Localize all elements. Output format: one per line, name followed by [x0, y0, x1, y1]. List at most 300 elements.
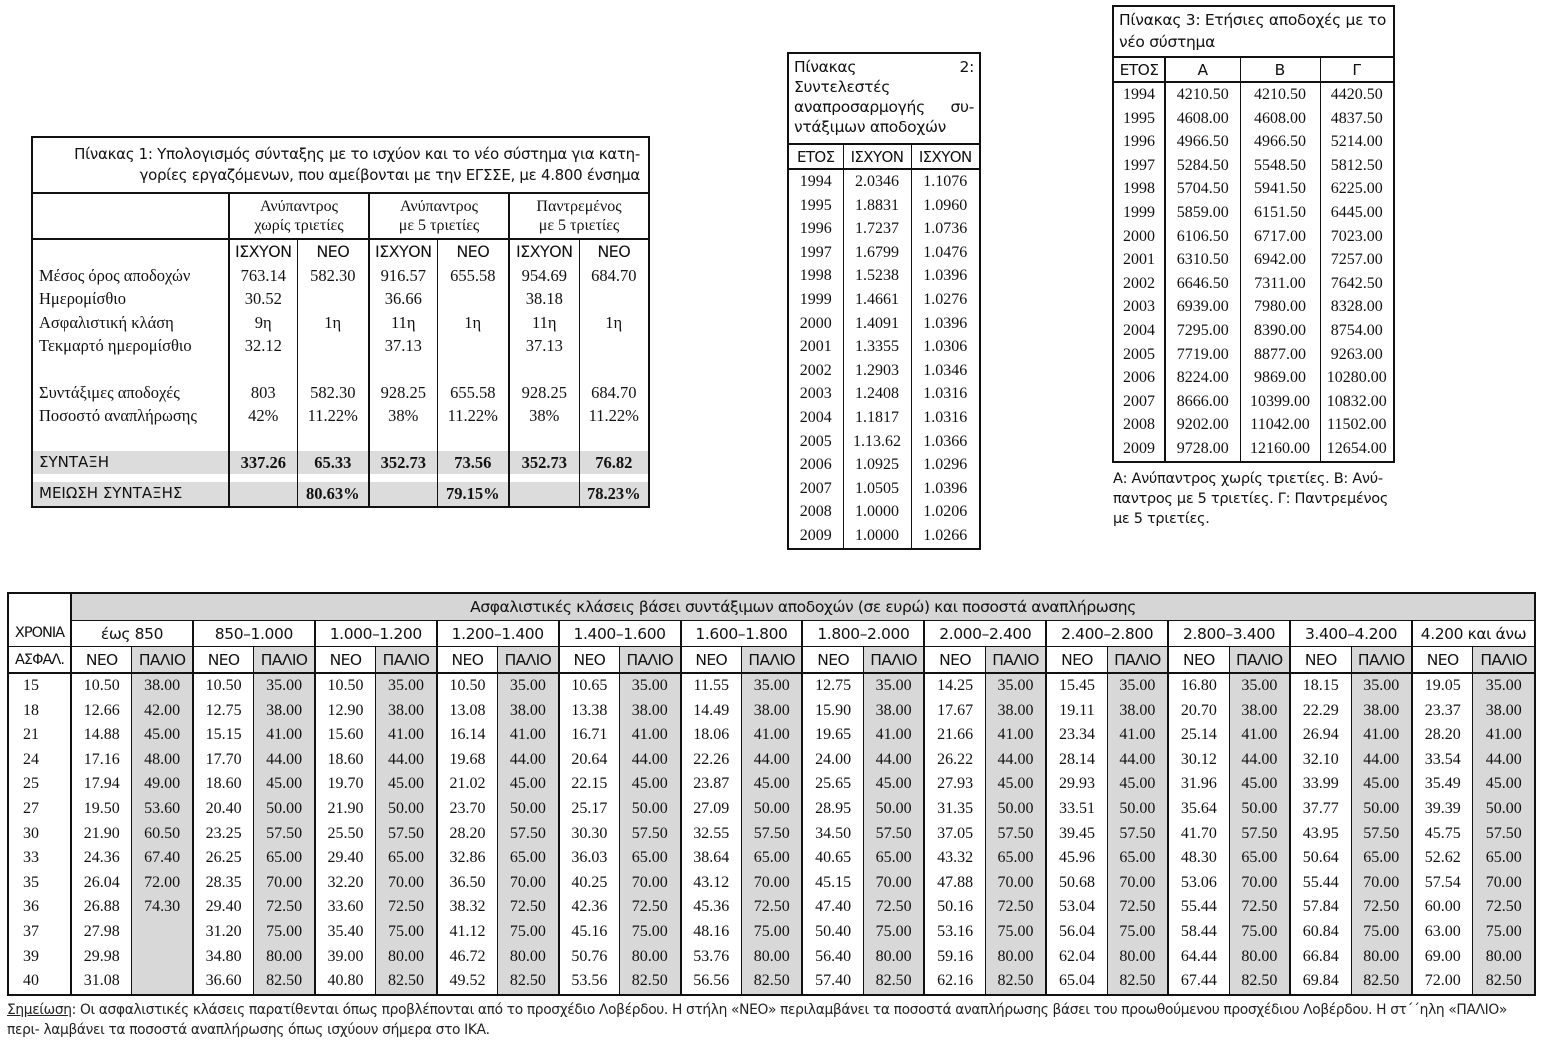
table-4-old-header: ΠΑΛΙΟ	[620, 647, 681, 674]
table-3-cell: 6717.00	[1240, 225, 1320, 249]
table-4-new-cell: 28.20	[437, 822, 498, 847]
table-4-old-cell: 45.00	[985, 772, 1046, 797]
table-1-header-blank	[33, 194, 229, 239]
table-1	[31, 136, 650, 508]
table-4-old-cell: 50.00	[1107, 797, 1168, 822]
table-3-row	[1114, 343, 1393, 367]
table-3-row	[1114, 413, 1393, 437]
table-3-cell: 8224.00	[1165, 366, 1240, 390]
table-4-new-cell: 16.80	[1168, 673, 1229, 699]
table-4-old-cell: 38.00	[1351, 699, 1412, 724]
table-4-new-cell: 45.75	[1412, 822, 1473, 847]
table-2-cell: 1996	[799, 220, 832, 238]
table-4-new-header: ΝΕΟ	[1046, 647, 1107, 674]
table-4-new-cell: 52.62	[1412, 846, 1473, 871]
table-2-cell: 1.8831	[843, 194, 911, 218]
table-4-old-cell: 44.00	[254, 748, 315, 773]
table-1-caption	[33, 138, 648, 194]
table-2-cell: 1.0316	[911, 406, 979, 430]
table-1-cell: 37.13	[369, 334, 437, 358]
table-3-cell: 7257.00	[1320, 248, 1393, 272]
table-4-new-cell: 16.71	[559, 723, 620, 748]
table-1-row	[33, 264, 648, 288]
table-4-new-cell: 33.51	[1046, 797, 1107, 822]
table-4-new-cell: 32.10	[1290, 748, 1351, 773]
table-3-header-b: Β	[1240, 58, 1320, 82]
table-3-cell: 4966.50	[1240, 130, 1320, 154]
table-1-pension-cell: 65.33	[297, 451, 369, 475]
table-4-new-cell: 21.90	[71, 822, 132, 847]
table-4-old-cell: 41.00	[498, 723, 559, 748]
table-1-row	[33, 311, 648, 335]
table-4-new-cell: 29.40	[193, 895, 254, 920]
table-4-new-cell: 39.00	[315, 945, 376, 970]
table-1-cell: 928.25	[509, 381, 579, 405]
table-1-sub-header-old-0: ΙΣΧΥΟΝ	[229, 239, 297, 264]
table-1-row-label: Ασφαλιστική κλάση	[39, 312, 174, 332]
table-4-new-cell: 56.56	[681, 969, 742, 994]
table-4	[7, 592, 1536, 996]
table-4-year-cell: 35	[23, 873, 39, 891]
table-4-old-cell: 44.00	[1107, 748, 1168, 773]
table-4-old-cell: 75.00	[1107, 920, 1168, 945]
table-4-new-cell: 28.35	[193, 871, 254, 896]
table-4-row	[9, 871, 1534, 896]
table-4-old-cell: 57.50	[741, 822, 802, 847]
table-4-year-cell: 30	[23, 824, 39, 842]
table-4-old-header: ΠΑΛΙΟ	[132, 647, 193, 674]
table-4-old-cell: 41.00	[376, 723, 437, 748]
table-2-row	[789, 194, 979, 218]
table-2-cell: 2009	[799, 526, 832, 544]
table-3-header-row	[1114, 58, 1393, 82]
table-4-new-cell: 39.39	[1412, 797, 1473, 822]
table-4-new-cell: 22.15	[559, 772, 620, 797]
table-4-old-cell: 50.00	[741, 797, 802, 822]
table-4-row	[9, 797, 1534, 822]
table-4-new-cell: 23.70	[437, 797, 498, 822]
table-4-old-cell: 35.00	[1229, 673, 1290, 699]
table-1-reduction-cell	[509, 482, 579, 506]
table-4-new-cell: 66.84	[1290, 945, 1351, 970]
table-4-new-cell: 29.40	[315, 846, 376, 871]
table-4-old-cell: 70.00	[1107, 871, 1168, 896]
table-4-new-cell: 57.54	[1412, 871, 1473, 896]
table-4-range-header: 1.200–1.400	[437, 621, 559, 647]
table-3-cell: 12160.00	[1240, 437, 1320, 461]
table-4-old-header: ΠΑΛΙΟ	[498, 647, 559, 674]
table-3-cell: 2001	[1123, 251, 1155, 269]
table-3-row	[1114, 201, 1393, 225]
table-3-cell: 7719.00	[1165, 343, 1240, 367]
table-4-new-cell: 14.88	[71, 723, 132, 748]
table-4-old-cell: 82.50	[1351, 969, 1412, 994]
table-4-new-cell: 37.05	[924, 822, 985, 847]
table-4-old-cell: 65.00	[1473, 846, 1534, 871]
table-4-range-header: 2.400–2.800	[1046, 621, 1168, 647]
table-4-old-cell: 41.00	[1107, 723, 1168, 748]
table-3-cell: 12654.00	[1320, 437, 1393, 461]
table-3-cell: 1995	[1123, 109, 1155, 127]
table-4-new-header: ΝΕΟ	[924, 647, 985, 674]
table-3-cell: 6106.50	[1165, 225, 1240, 249]
table-4-old-cell: 49.00	[132, 772, 193, 797]
table-3-row	[1114, 225, 1393, 249]
table-4-new-cell: 16.14	[437, 723, 498, 748]
table-4-old-cell: 80.00	[985, 945, 1046, 970]
table-4-new-header: ΝΕΟ	[681, 647, 742, 674]
table-2-cell: 2006	[799, 456, 832, 474]
table-1-cell: 803	[229, 381, 297, 405]
table-3-cell: 11042.00	[1240, 413, 1320, 437]
table-4-title-row	[9, 594, 1534, 621]
table-4-new-cell: 21.66	[924, 723, 985, 748]
table-4-old-cell: 38.00	[132, 673, 193, 699]
table-4-new-cell: 58.44	[1168, 920, 1229, 945]
table-4-old-cell: 70.00	[254, 871, 315, 896]
table-2-cell: 1.7237	[843, 217, 911, 241]
table-1-caption-line-1: Πίνακας 1: Υπολογισμός σύνταξης με το ισχύον και το νέο σύστημα για κατη-	[74, 145, 640, 163]
table-4-old-cell: 70.00	[1473, 871, 1534, 896]
table-1-spacer-3	[33, 474, 648, 482]
table-4-new-cell: 47.88	[924, 871, 985, 896]
table-1-group-1-line-1: Ανύπαντρος	[400, 198, 478, 215]
table-2-row	[789, 524, 979, 548]
table-2-cell: 2003	[799, 385, 832, 403]
table-3-cell: 6942.00	[1240, 248, 1320, 272]
table-4-old-cell: 38.00	[1473, 699, 1534, 724]
table-4-new-cell: 26.25	[193, 846, 254, 871]
table-1-caption-line-2: γορίες εργαζόμενων, που αμείβονται με την ΕΓΣΣΕ, με 4.800 ένσημα	[139, 166, 640, 184]
table-2-cell: 1.0366	[911, 430, 979, 454]
table-4-old-cell: 38.00	[1229, 699, 1290, 724]
table-4-old-cell: 38.00	[498, 699, 559, 724]
table-4-new-cell: 26.22	[924, 748, 985, 773]
table-4-new-cell: 25.50	[315, 822, 376, 847]
table-4-new-cell: 60.00	[1412, 895, 1473, 920]
table-2-cell: 1997	[799, 243, 832, 261]
table-4-new-cell: 47.40	[802, 895, 863, 920]
table-1-group-2-line-2: με 5 τριετίες	[538, 217, 620, 234]
table-4-old-cell: 45.00	[1351, 772, 1412, 797]
table-4-new-cell: 69.84	[1290, 969, 1351, 994]
table-4-old-cell: 35.00	[741, 673, 802, 699]
table-2-cell: 1.2903	[843, 359, 911, 383]
table-1-reduction-cell: 79.15%	[437, 482, 509, 506]
table-3-cell: 9202.00	[1165, 413, 1240, 437]
table-4-new-cell: 19.11	[1046, 699, 1107, 724]
table-1-reduction-cell: 78.23%	[579, 482, 648, 506]
table-2-cell: 1.0736	[911, 217, 979, 241]
table-3-cell: 2007	[1123, 392, 1155, 410]
table-4-old-header: ΠΑΛΙΟ	[741, 647, 802, 674]
table-4-new-cell: 17.67	[924, 699, 985, 724]
table-2-row	[789, 312, 979, 336]
table-4-old-cell: 50.00	[376, 797, 437, 822]
table-1-sub-header-old-2: ΙΣΧΥΟΝ	[509, 239, 579, 264]
table-4-new-cell: 49.52	[437, 969, 498, 994]
table-3-row	[1114, 177, 1393, 201]
table-4-old-cell: 82.50	[254, 969, 315, 994]
table-4-old-cell: 41.00	[863, 723, 924, 748]
table-1-pension-cell: 352.73	[369, 451, 437, 475]
table-4-old-cell: 72.50	[1229, 895, 1290, 920]
table-4-new-cell: 26.88	[71, 895, 132, 920]
table-4-header-years-2: ΑΣΦΑΛ.	[9, 647, 71, 674]
table-4-old-cell: 57.50	[1351, 822, 1412, 847]
table-4-old-cell: 65.00	[620, 846, 681, 871]
table-4-old-cell: 50.00	[620, 797, 681, 822]
table-4-new-cell: 25.65	[802, 772, 863, 797]
table-4-title: Ασφαλιστικές κλάσεις βάσει συντάξιμων αποδοχών (σε ευρώ) και ποσοστά αναπλήρωσης	[71, 594, 1534, 621]
table-3-cell: 6151.50	[1240, 201, 1320, 225]
table-4-new-cell: 40.80	[315, 969, 376, 994]
table-4-new-cell: 18.15	[1290, 673, 1351, 699]
table-2-grid	[789, 145, 979, 548]
table-4-old-cell: 44.00	[1473, 748, 1534, 773]
table-1-cell: 11.22%	[297, 404, 369, 428]
table-4-new-cell: 55.44	[1168, 895, 1229, 920]
table-4-old-cell: 44.00	[985, 748, 1046, 773]
table-4-old-cell: 70.00	[1229, 871, 1290, 896]
table-2-row	[789, 477, 979, 501]
table-3-row	[1114, 248, 1393, 272]
table-2-cell: 1.0396	[911, 312, 979, 336]
table-4-old-cell: 65.00	[985, 846, 1046, 871]
table-3-row	[1114, 390, 1393, 414]
table-1-cell	[297, 287, 369, 311]
table-1-cell	[297, 334, 369, 358]
table-3-cell: 6310.50	[1165, 248, 1240, 272]
table-1-sub-header-new-0: ΝΕΟ	[297, 239, 369, 264]
table-4-new-cell: 62.16	[924, 969, 985, 994]
table-4-new-cell: 23.34	[1046, 723, 1107, 748]
table-4-old-cell: 45.00	[498, 772, 559, 797]
table-4-old-cell: 45.00	[254, 772, 315, 797]
table-1-row	[33, 287, 648, 311]
table-4-new-cell: 32.20	[315, 871, 376, 896]
table-1-pension-cell: 337.26	[229, 451, 297, 475]
table-4-new-cell: 36.60	[193, 969, 254, 994]
table-3-cell: 6646.50	[1165, 272, 1240, 296]
table-4-old-cell: 80.00	[1107, 945, 1168, 970]
table-1-cell: 32.12	[229, 334, 297, 358]
table-4-old-cell: 75.00	[985, 920, 1046, 945]
table-3-cell: 7642.50	[1320, 272, 1393, 296]
table-4-new-cell: 27.93	[924, 772, 985, 797]
table-4-title-blank	[9, 594, 71, 621]
table-4-old-cell: 65.00	[863, 846, 924, 871]
table-1-body-a	[33, 264, 648, 358]
table-3-cell: 8877.00	[1240, 343, 1320, 367]
table-2-caption: Πίνακας 2: Συντελεστές αναπροσαρμογής συ- ντάξιμων αποδοχών	[789, 54, 979, 145]
table-3-cell: 8390.00	[1240, 319, 1320, 343]
table-4-old-cell: 75.00	[376, 920, 437, 945]
table-4-old-cell: 65.00	[376, 846, 437, 871]
table-4-new-cell: 14.49	[681, 699, 742, 724]
table-4-new-cell: 31.08	[71, 969, 132, 994]
table-2-header-year: ΕΤΟΣ	[789, 145, 843, 169]
table-4-new-cell: 53.04	[1046, 895, 1107, 920]
table-1-cell: 655.58	[437, 264, 509, 288]
table-3-cell: 2004	[1123, 321, 1155, 339]
table-4-year-cell: 37	[23, 922, 39, 940]
table-4-row	[9, 969, 1534, 994]
table-4-old-cell: 72.00	[132, 871, 193, 896]
table-4-new-cell: 67.44	[1168, 969, 1229, 994]
table-2-cell: 1999	[799, 290, 832, 308]
table-3-cell: 5284.50	[1165, 154, 1240, 178]
table-4-new-cell: 34.80	[193, 945, 254, 970]
table-4-old-cell: 72.50	[741, 895, 802, 920]
table-4-old-cell: 72.50	[1351, 895, 1412, 920]
table-1-reduction-cell	[369, 482, 437, 506]
table-4-old-cell: 82.50	[498, 969, 559, 994]
table-4-new-header: ΝΕΟ	[1412, 647, 1473, 674]
table-3-cell: 10280.00	[1320, 366, 1393, 390]
table-4-range-header: 1.800–2.000	[802, 621, 924, 647]
table-4-new-cell: 29.93	[1046, 772, 1107, 797]
table-4-new-cell: 56.04	[1046, 920, 1107, 945]
table-4-new-cell: 23.87	[681, 772, 742, 797]
table-1-sub-header-new-2: ΝΕΟ	[579, 239, 648, 264]
table-1-cell: 38%	[369, 404, 437, 428]
table-3-note: Α: Ανύπαντρος χωρίς τριετίες. Β: Ανύ- παντρος με 5 τριετίες. Γ: Παντρεμένος με 5 τριετίες.	[1113, 471, 1389, 527]
table-4-old-cell: 38.00	[1107, 699, 1168, 724]
table-2-body	[789, 169, 979, 548]
table-4-old-cell: 70.00	[985, 871, 1046, 896]
table-3-body	[1114, 82, 1393, 461]
table-4-new-cell: 12.75	[802, 673, 863, 699]
table-4-new-cell: 65.04	[1046, 969, 1107, 994]
table-4-new-cell: 45.15	[802, 871, 863, 896]
table-4-year-cell: 25	[23, 775, 39, 793]
table-1-cell: 38%	[509, 404, 579, 428]
table-2-row	[789, 430, 979, 454]
table-4-old-cell: 57.50	[1473, 822, 1534, 847]
table-3-cell: 6939.00	[1165, 295, 1240, 319]
table-1-group-header-2	[509, 194, 648, 239]
table-3-cell: 1997	[1123, 156, 1155, 174]
table-4-old-cell: 57.50	[254, 822, 315, 847]
table-2-cell: 2001	[799, 338, 832, 356]
table-4-note	[7, 1000, 1536, 1040]
table-3-row	[1114, 437, 1393, 461]
table-4-old-cell: 45.00	[132, 723, 193, 748]
table-4-new-cell: 53.06	[1168, 871, 1229, 896]
table-1-cell: 928.25	[369, 381, 437, 405]
table-4-new-cell: 19.65	[802, 723, 863, 748]
table-2-cell: 2005	[799, 432, 832, 450]
table-4-old-cell: 57.50	[985, 822, 1046, 847]
table-4-new-cell: 50.40	[802, 920, 863, 945]
table-2-cell: 1994	[799, 173, 832, 190]
table-4-new-cell: 45.36	[681, 895, 742, 920]
table-4-new-cell: 20.70	[1168, 699, 1229, 724]
table-1-cell: 1η	[437, 311, 509, 335]
table-4-old-cell: 70.00	[620, 871, 681, 896]
table-1-reduction-label: ΜΕΙΩΣΗ ΣΥΝΤΑΞΗΣ	[33, 482, 229, 506]
table-4-old-cell: 50.00	[863, 797, 924, 822]
table-3-cell: 2009	[1123, 439, 1155, 457]
table-1-spacer-2	[33, 428, 648, 451]
table-1-group-0-line-2: χωρίς τριετίες	[254, 217, 344, 234]
table-1-cell: 1η	[297, 311, 369, 335]
table-3-row	[1114, 154, 1393, 178]
table-3-cell: 4837.50	[1320, 107, 1393, 131]
table-4-old-cell: 44.00	[376, 748, 437, 773]
table-4-old-cell: 44.00	[620, 748, 681, 773]
table-4-old-cell: 82.50	[1107, 969, 1168, 994]
table-1-group-2-line-1: Παντρεμένος	[536, 198, 622, 215]
table-4-new-cell: 50.68	[1046, 871, 1107, 896]
table-4-old-cell	[132, 920, 193, 945]
table-4-old-cell: 57.50	[863, 822, 924, 847]
table-1-pension-label: ΣΥΝΤΑΞΗ	[33, 451, 229, 475]
table-3-cell: 4966.50	[1165, 130, 1240, 154]
table-1-cell: 954.69	[509, 264, 579, 288]
table-2-cell: 1.13.62	[843, 430, 911, 454]
table-3-cell: 2002	[1123, 274, 1155, 292]
table-4-range-header: 1.600–1.800	[681, 621, 803, 647]
table-4-new-cell: 37.77	[1290, 797, 1351, 822]
table-4-new-cell: 25.14	[1168, 723, 1229, 748]
table-4-new-cell: 27.09	[681, 797, 742, 822]
table-4-new-header: ΝΕΟ	[71, 647, 132, 674]
table-4-old-header: ΠΑΛΙΟ	[985, 647, 1046, 674]
table-4-old-cell: 57.50	[498, 822, 559, 847]
table-4-old-cell: 65.00	[254, 846, 315, 871]
table-4-old-cell: 38.00	[376, 699, 437, 724]
table-4-new-header: ΝΕΟ	[802, 647, 863, 674]
table-2-cell: 1995	[799, 196, 832, 214]
table-1-pension-row	[33, 451, 648, 475]
table-3-cell: 6225.00	[1320, 177, 1393, 201]
table-1-sub-header-new-1: ΝΕΟ	[437, 239, 509, 264]
table-4-new-cell: 36.50	[437, 871, 498, 896]
table-4-old-cell: 82.50	[620, 969, 681, 994]
table-2-cell: 1998	[799, 267, 832, 285]
table-4-new-cell: 12.90	[315, 699, 376, 724]
table-4-new-cell: 34.50	[802, 822, 863, 847]
table-4-old-cell: 35.00	[1351, 673, 1412, 699]
table-4-old-cell: 42.00	[132, 699, 193, 724]
table-4-new-cell: 10.50	[437, 673, 498, 699]
table-1-reduction-cell	[229, 482, 297, 506]
table-2-cell: 1.0276	[911, 288, 979, 312]
table-4-old-cell: 57.50	[1229, 822, 1290, 847]
table-1-spacer	[33, 358, 648, 381]
table-4-old-cell: 35.00	[376, 673, 437, 699]
table-1-cell: 684.70	[579, 264, 648, 288]
table-4-new-cell: 10.50	[71, 673, 132, 699]
table-3-cell: 2006	[1123, 369, 1155, 387]
table-3-grid	[1114, 58, 1393, 461]
table-4-old-cell: 75.00	[620, 920, 681, 945]
table-1-cell: 30.52	[229, 287, 297, 311]
table-3-row	[1114, 272, 1393, 296]
table-2-cell: 1.0206	[911, 500, 979, 524]
table-4-new-cell: 10.50	[193, 673, 254, 699]
table-4-new-cell: 72.00	[1412, 969, 1473, 994]
table-4-old-cell: 44.00	[741, 748, 802, 773]
table-4-old-cell: 57.50	[620, 822, 681, 847]
table-3-cell: 5548.50	[1240, 154, 1320, 178]
table-4-old-cell: 35.00	[1107, 673, 1168, 699]
table-4-old-cell: 45.00	[1107, 772, 1168, 797]
table-2-cell: 1.1076	[911, 169, 979, 194]
table-4-new-cell: 21.90	[315, 797, 376, 822]
